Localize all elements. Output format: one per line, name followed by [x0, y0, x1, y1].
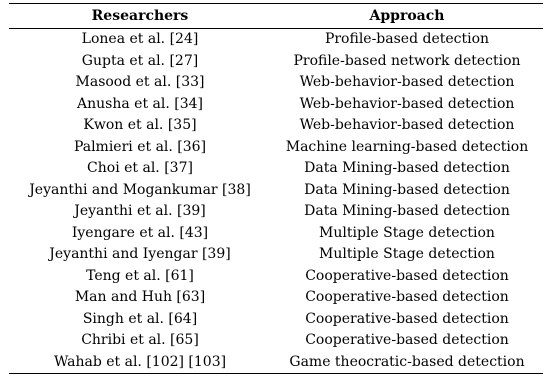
- approach-cell: Profile-based network detection: [293, 52, 521, 69]
- approach-cell: Data Mining-based detection: [304, 181, 510, 198]
- researcher-cell: Masood et al. [33]: [75, 74, 205, 90]
- table-row: [9, 137, 543, 159]
- approach-cell: Machine learning-based detection: [285, 138, 529, 155]
- column-header-researchers: Researchers: [91, 8, 189, 24]
- approach-cell: Multiple Stage detection: [319, 246, 495, 262]
- table-row: [9, 352, 543, 374]
- approach-cell: Data Mining-based detection: [304, 203, 510, 219]
- approach-cell: Game theocratic-based detection: [289, 353, 525, 370]
- table-row: [9, 330, 543, 352]
- approach-cell: Web-behavior-based detection: [299, 74, 515, 90]
- column-header-approach: Approach: [369, 8, 445, 24]
- researcher-cell: Gupta et al. [27]: [81, 52, 199, 69]
- table-row: [9, 223, 543, 245]
- approach-cell: Web-behavior-based detection: [299, 95, 515, 112]
- approach-cell: Cooperative-based detection: [305, 267, 509, 284]
- researcher-cell: Choi et al. [37]: [87, 160, 193, 176]
- researcher-cell: Kwon et al. [35]: [83, 117, 197, 133]
- researcher-cell: Iyengare et al. [43]: [71, 224, 209, 241]
- approach-cell: Profile-based detection: [324, 31, 490, 47]
- table-row: [9, 115, 543, 137]
- researcher-cell: Jeyanthi et al. [39]: [74, 203, 206, 219]
- researcher-cell: Wahab et al. [102] [103]: [53, 353, 227, 370]
- researcher-cell: Chribi et al. [65]: [81, 332, 199, 348]
- researcher-cell: Anusha et al. [34]: [77, 95, 203, 112]
- researcher-cell: Lonea et al. [24]: [81, 31, 199, 47]
- researcher-cell: Palmieri et al. [36]: [73, 138, 207, 155]
- table-row: [9, 51, 543, 73]
- approach-cell: Cooperative-based detection: [305, 310, 509, 327]
- bottom-rule: [9, 373, 543, 374]
- researcher-cell: Jeyanthi and Iyengar [39]: [49, 246, 231, 262]
- table-row: [9, 287, 543, 309]
- table-row: [9, 309, 543, 331]
- table-row: [9, 94, 543, 116]
- researcher-cell: Man and Huh [63]: [74, 289, 206, 305]
- research-table-container: [9, 0, 543, 374]
- table-row: [9, 201, 543, 223]
- table-header-row: [9, 4, 543, 28]
- table-row: [9, 29, 543, 51]
- table-row: [9, 266, 543, 288]
- researcher-cell: Teng et al. [61]: [86, 267, 194, 284]
- approach-cell: Multiple Stage detection: [319, 224, 495, 241]
- table-row: [9, 158, 543, 180]
- approach-cell: Web-behavior-based detection: [299, 117, 515, 133]
- researcher-cell: Singh et al. [64]: [82, 310, 198, 327]
- table-row: [9, 72, 543, 94]
- researchers-approach-table: [9, 4, 543, 373]
- researcher-cell: Jeyanthi and Mogankumar [38]: [29, 181, 251, 198]
- table-row: [9, 180, 543, 202]
- approach-cell: Cooperative-based detection: [305, 289, 509, 305]
- table-row: [9, 244, 543, 266]
- approach-cell: Data Mining-based detection: [304, 160, 510, 176]
- approach-cell: Cooperative-based detection: [305, 332, 509, 348]
